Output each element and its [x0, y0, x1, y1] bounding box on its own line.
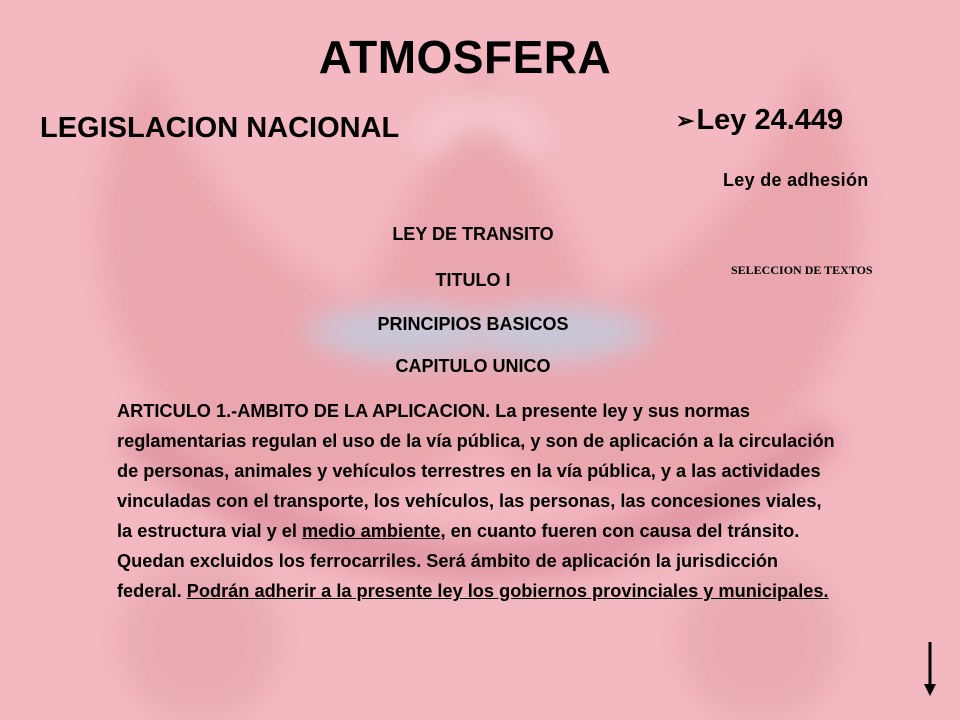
law-number-label: Ley 24.449 — [696, 104, 844, 136]
article-underlined: Podrán adherir a la presente ley los gobiernos provinciales y municipales. — [186, 581, 829, 601]
heading-line: LEY DE TRANSITO — [392, 224, 554, 244]
heading-line: PRINCIPIOS BASICOS — [377, 314, 569, 334]
selection-note: SELECCION DE TEXTOS — [731, 263, 873, 277]
arrow-bullet-icon: ➢ — [676, 107, 695, 133]
heading-line: CAPITULO UNICO — [395, 356, 551, 376]
down-arrow-icon[interactable] — [920, 640, 940, 698]
article-part: ARTICULO 1.-AMBITO DE LA APLICACION. La presente ley y sus normas reglamentarias regulan el uso de la vía pública, y son de aplicación a la circulación de personas, animales y vehículos terrestres en la vía pública, y a las actividades vinculadas con el transporte, los vehículos, las personas, las concesiones viales, la estructura vial y el — [117, 401, 835, 541]
article-underlined: medio ambiente — [302, 521, 441, 541]
section-title: LEGISLACION NACIONAL — [40, 112, 400, 144]
law-subtitle: Ley de adhesión — [723, 170, 869, 190]
article-text — [117, 396, 837, 606]
article-part: , en cuanto fueren con causa del tránsito. Quedan excluidos los ferrocarriles. Será ámbito de aplicación la jurisdicción federal. — [117, 521, 800, 601]
heading-line: TITULO I — [435, 270, 511, 290]
law-number — [676, 104, 843, 137]
slide-title: ATMOSFERA — [318, 31, 612, 83]
